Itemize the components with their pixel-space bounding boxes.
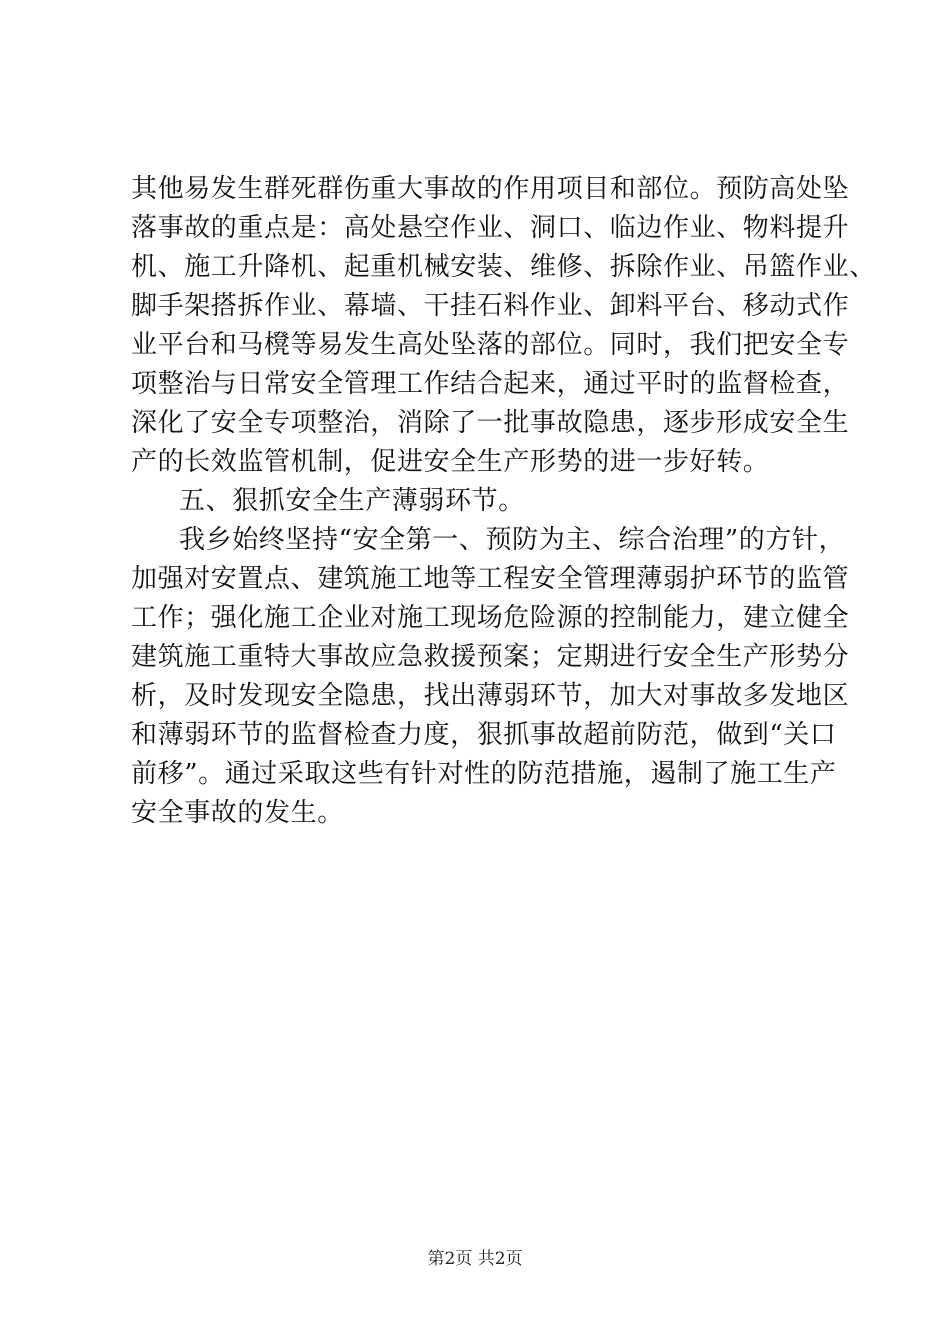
text-line: 机、施工升降机、起重机械安装、维修、拆除作业、吊篮作业、 [131, 252, 876, 282]
text-line: 项整治与日常安全管理工作结合起来，通过平时的监督检查， [131, 369, 850, 399]
text-line: 脚手架搭拆作业、幕墙、干挂石料作业、卸料平台、移动式作 [131, 291, 850, 321]
section-heading: 五、狠抓安全生产薄弱环节。 [179, 486, 525, 516]
text-line: 工作；强化施工企业对施工现场危险源的控制能力，建立健全 [131, 603, 850, 633]
text-line: 建筑施工重特大事故应急救援预案；定期进行安全生产形势分 [131, 642, 850, 672]
text-line: 业平台和马櫈等易发生高处坠落的部位。同时，我们把安全专 [131, 330, 850, 360]
text-line: 前移”。通过采取这些有针对性的防范措施，遏制了施工生产 [131, 759, 837, 789]
text-line: 深化了安全专项整治，消除了一批事故隐患，逐步形成安全生 [131, 408, 850, 438]
text-line: 我乡始终坚持“安全第一、预防为主、综合治理”的方针， [179, 525, 846, 555]
text-line: 落事故的重点是：高处悬空作业、洞口、临边作业、物料提升 [131, 213, 850, 243]
text-line: 其他易发生群死群伤重大事故的作用项目和部位。预防高处坠 [131, 174, 850, 204]
text-line: 和薄弱环节的监督检查力度，狠抓事故超前防范，做到“关口 [131, 720, 837, 750]
text-line: 安全事故的发生。 [131, 798, 344, 828]
text-line: 析，及时发现安全隐患，找出薄弱环节，加大对事故多发地区 [131, 681, 850, 711]
text-line: 加强对安置点、建筑施工地等工程安全管理薄弱护环节的监管 [131, 564, 850, 594]
document-body [131, 170, 876, 833]
page-number-footer: 第2页 共2页 [427, 1249, 523, 1269]
text-line: 产的长效监管机制，促进安全生产形势的进一步好转。 [131, 447, 770, 477]
